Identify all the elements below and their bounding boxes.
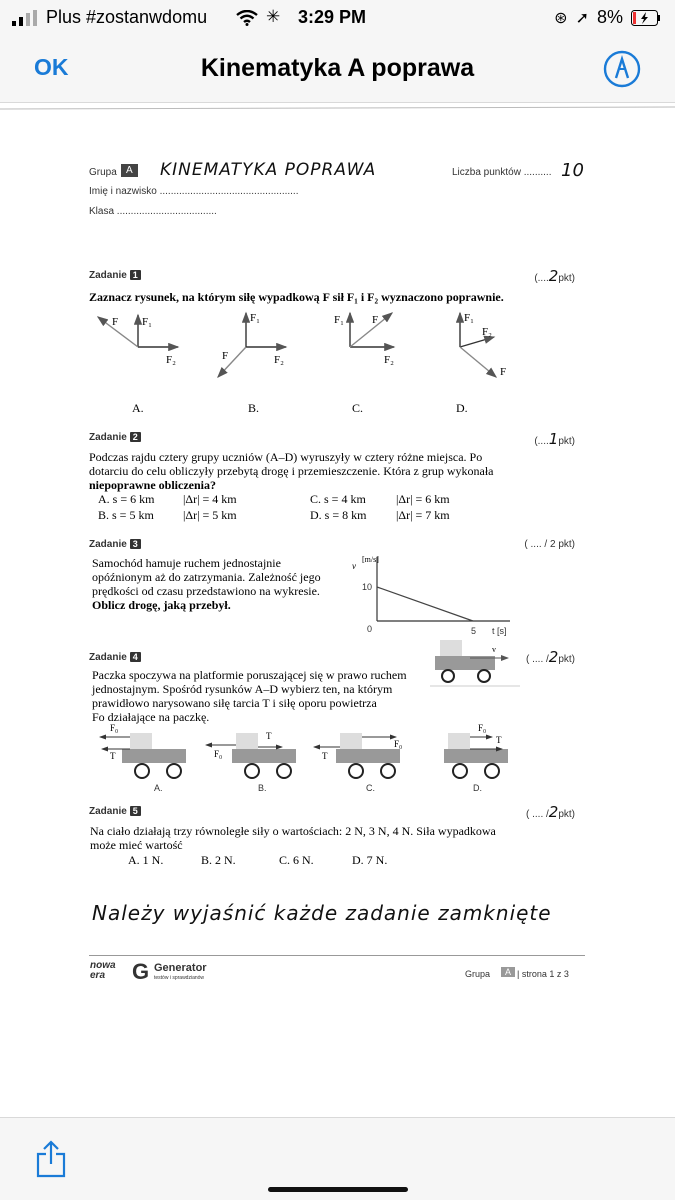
task5-answer-b: B. 2 N.	[201, 853, 236, 867]
task3-line-2: opóźnionym aż do zatrzymania. Zależność jego	[92, 570, 321, 584]
graph-origin: 0	[367, 624, 373, 634]
points-label: Liczba punktów ..........	[452, 167, 552, 178]
svg-text:F₂: F₂	[384, 354, 394, 366]
class-line: Klasa ....................................	[89, 206, 217, 217]
loading-icon: ✳	[266, 7, 281, 26]
location-icon: ➚	[575, 9, 589, 27]
task5-label: Zadanie 5	[89, 806, 141, 817]
task2-answer-c-displacement: |Δr| = 6 km	[396, 492, 450, 506]
graph-yunit: [m/s]	[362, 555, 379, 564]
svg-text:F₂: F₂	[166, 354, 176, 366]
task1-option-b: B.	[248, 401, 260, 415]
task1-points: (....2pkt)	[534, 267, 575, 285]
task1-option-a: A.	[132, 401, 144, 415]
svg-text:F₀: F₀	[110, 723, 119, 733]
task5-points: ( .... /2pkt)	[526, 803, 575, 821]
share-icon[interactable]	[34, 1140, 68, 1178]
task4-label: Zadanie 4	[89, 652, 141, 663]
footer-rule	[89, 955, 585, 956]
handwritten-note: Należy wyjaśnić każde zadanie zamknięte	[92, 901, 552, 925]
signal-icon	[12, 10, 40, 26]
task2-answer-a: A. s = 6 km	[98, 492, 155, 506]
task2-points: (....1pkt)	[534, 430, 575, 448]
task4-option-d: D.	[473, 783, 482, 793]
task3-label: Zadanie 3	[89, 539, 141, 550]
footer-group-badge: A	[501, 967, 515, 977]
task4-line-2: jednostajnym. Spośród rysunków A–D wybierz ten, na którym	[92, 682, 393, 696]
task2-text-1: Podczas rajdu cztery grupy uczniów (A–D) wyruszyły w cztery różne miejsca. Po	[89, 450, 483, 464]
task4-option-c: C.	[366, 783, 375, 793]
svg-text:F₂: F₂	[274, 354, 284, 366]
nowa-era-logo: nowa era	[90, 960, 116, 981]
rotation-lock-icon: ⊛	[554, 9, 568, 27]
task4-reference-cart	[430, 638, 520, 688]
battery-percent: 8%	[596, 7, 623, 27]
task2-answer-d: D. s = 8 km	[310, 508, 367, 522]
home-indicator	[268, 1187, 408, 1192]
svg-text:F₀: F₀	[394, 739, 403, 749]
document-title: Kinematyka A poprawa	[200, 54, 475, 82]
svg-text:F₁: F₁	[464, 312, 474, 324]
svg-text:v: v	[492, 645, 496, 654]
svg-text:F: F	[112, 316, 119, 328]
task5-answer-d: D. 7 N.	[352, 853, 388, 867]
svg-text:F₁: F₁	[334, 314, 344, 326]
task3-line-3: prędkości od czasu przedstawiono na wykresie.	[92, 584, 320, 598]
markup-pen-icon[interactable]	[603, 50, 641, 88]
svg-text:F₁: F₁	[250, 312, 260, 324]
graph-x-tick-5: 5	[471, 626, 477, 636]
task2-answer-c: C. s = 4 km	[310, 492, 366, 506]
points-value: 10	[561, 160, 584, 181]
scanned-page	[0, 133, 675, 1033]
carrier-name: Plus #zostanwdomu	[46, 7, 208, 27]
task2-text-2: dotarciu do celu obliczyły przebytą drogę i przemieszczenie. Która z grup wykonała	[89, 464, 494, 478]
page-edge	[0, 103, 675, 123]
task2-answer-b-displacement: |Δr| = 5 km	[183, 508, 237, 522]
task1-text: Zaznacz rysunek, na którym siłę wypadkową F sił F₁ i F₂ wyznaczono poprawnie.	[89, 290, 504, 304]
task4-line-4: Fo działające na paczkę.	[92, 710, 210, 724]
generator-logo: Generator	[154, 962, 207, 974]
svg-text:T: T	[496, 735, 502, 745]
task2-answer-b: B. s = 5 km	[98, 508, 154, 522]
svg-text:F₂: F₂	[482, 326, 492, 338]
task2-label: Zadanie 2	[89, 432, 141, 443]
footer-group-label: Grupa	[465, 969, 491, 979]
task2-answer-d-displacement: |Δr| = 7 km	[396, 508, 450, 522]
svg-text:F₀: F₀	[478, 723, 487, 733]
svg-text:T: T	[266, 731, 272, 741]
task5-text-1: Na ciało działają trzy równoległe siły o wartościach: 2 N, 3 N, 4 N. Siła wypadkowa	[90, 824, 496, 838]
task1-option-c: C.	[352, 401, 364, 415]
svg-text:T: T	[322, 751, 328, 761]
svg-text:T: T	[110, 751, 116, 761]
name-line: Imię i nazwisko ..................................................	[89, 186, 299, 197]
svg-text:F₀: F₀	[214, 749, 223, 759]
status-bar	[0, 0, 675, 36]
task3-line-4: Oblicz drogę, jaką przebył.	[92, 598, 231, 612]
task5-answer-c: C. 6 N.	[279, 853, 314, 867]
task4-option-b: B.	[258, 783, 267, 793]
handwritten-title: KINEMATYKA POPRAWA	[160, 160, 377, 180]
task2-answer-a-displacement: |Δr| = 4 km	[183, 492, 237, 506]
task3-line-1: Samochód hamuje ruchem jednostajnie	[92, 556, 281, 570]
task4-points: ( .... /2pkt)	[526, 648, 575, 666]
task1-force-diagrams	[88, 305, 528, 395]
task5-answer-a: A. 1 N.	[128, 853, 164, 867]
task5-text-2: może mieć wartość	[90, 838, 183, 852]
graph-ylabel: v	[352, 561, 356, 571]
group-label: Grupa	[89, 167, 117, 178]
clock: 3:29 PM	[298, 7, 367, 27]
battery-icon	[631, 10, 661, 26]
navigation-bar	[0, 36, 675, 103]
bottom-toolbar	[0, 1117, 675, 1200]
graph-y-tick-10: 10	[362, 582, 373, 592]
svg-text:F₁: F₁	[142, 316, 152, 328]
generator-subtitle: testów i sprawdzianów	[154, 975, 205, 981]
task1-option-d: D.	[456, 401, 468, 415]
task4-line-3: prawidłowo narysowano siłę tarcia T i siłę oporu powietrza	[92, 696, 377, 710]
generator-g-icon: G	[132, 959, 150, 984]
ok-button[interactable]: OK	[34, 54, 69, 80]
task1-label: Zadanie 1	[89, 270, 141, 281]
document-viewer[interactable]	[0, 103, 675, 1118]
footer-page-number: | strona 1 z 3	[517, 969, 569, 979]
task4-line-1: Paczka spoczywa na platformie poruszającej się w prawo ruchem	[92, 668, 407, 682]
task4-cart-diagrams	[96, 723, 516, 783]
svg-text:F: F	[372, 314, 379, 326]
wifi-icon	[236, 10, 258, 26]
svg-text:F: F	[222, 350, 229, 362]
task3-points: ( .... / 2 pkt)	[524, 539, 575, 550]
svg-text:F: F	[500, 366, 507, 378]
graph-xlabel: t [s]	[492, 626, 507, 636]
task2-text-3: niepoprawne obliczenia?	[89, 478, 217, 492]
group-badge: A	[121, 164, 138, 177]
task4-option-a: A.	[154, 783, 163, 793]
